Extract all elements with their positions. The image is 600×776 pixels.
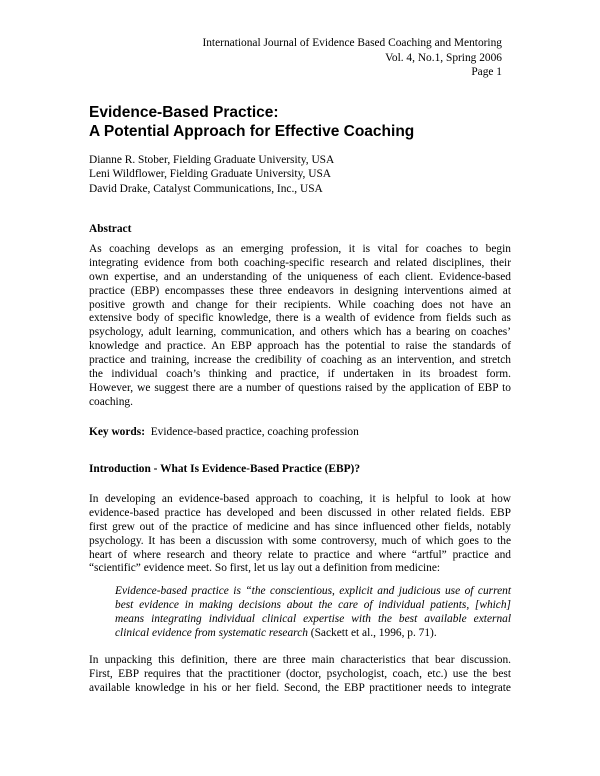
quote-line: best evidence in making decisions about the care of individual patients, [which] bbox=[115, 598, 511, 611]
text-line: In developing an evidence-based approach to coaching, it is helpful to look at how bbox=[89, 493, 511, 505]
text-line: positive growth and change for their recipients. While coaching does not have an bbox=[89, 298, 511, 311]
text-line: extensive body of specific knowledge, there is a wealth of evidence from fields such as bbox=[89, 312, 511, 325]
keywords-value: Evidence-based practice, coaching profession bbox=[150, 426, 359, 438]
quote-line bbox=[115, 627, 511, 641]
block-quote bbox=[115, 585, 511, 641]
text-line: However, we suggest there are a number of questions raised by the application of EBP to bbox=[89, 381, 511, 394]
quote-line: Evidence-based practice is “the conscientious, explicit and judicious use of current bbox=[115, 585, 511, 597]
text-line: own expertise, and an understanding of the uniqueness of each client. Evidence-based bbox=[89, 270, 511, 283]
quote-line: means integrating individual clinical expertise with the best available external bbox=[115, 612, 511, 625]
text-line: the individual coach’s thinking and practice, if undertaken in its broadest form. bbox=[89, 368, 511, 381]
introduction-paragraph-2 bbox=[89, 654, 511, 696]
text-line: evidence-based practice has developed and been discussed in other related fields. EBP bbox=[89, 506, 511, 519]
author: Leni Wildflower, Fielding Graduate University, USA bbox=[89, 168, 332, 181]
text-line: psychology, adult learning, communication, and others which has a bearing on coaches’ bbox=[89, 326, 511, 339]
running-header bbox=[202, 36, 502, 80]
journal-volume: Vol. 4, No.1, Spring 2006 bbox=[385, 51, 502, 64]
text-line: practice (EBP) encompasses these three endeavors in designing interventions aimed at bbox=[89, 284, 511, 297]
paper-title bbox=[89, 103, 414, 141]
text-line: “scientific” evidence meet. So first, let us lay out a definition from medicine: bbox=[89, 562, 441, 575]
author: Dianne R. Stober, Fielding Graduate University, USA bbox=[89, 154, 335, 166]
author: David Drake, Catalyst Communications, Inc., USA bbox=[89, 182, 323, 195]
text-line: first grew out of the practice of medicine and has since influenced other fields, notably bbox=[89, 520, 511, 533]
page-number: Page 1 bbox=[471, 66, 502, 78]
abstract-text bbox=[89, 243, 511, 410]
text-line: coaching. bbox=[89, 395, 133, 408]
journal-name: International Journal of Evidence Based Coaching and Mentoring bbox=[202, 37, 502, 49]
text-line: integrating evidence from both coaching-specific research and related disciplines, their bbox=[89, 256, 511, 269]
text-line: psychology. It has been a discussion with some controversy, much of which goes to the bbox=[89, 534, 511, 547]
text-line: As coaching develops as an emerging profession, it is vital for coaches to begin bbox=[89, 243, 511, 255]
keywords-label: Key words: bbox=[89, 426, 145, 438]
abstract-heading: Abstract bbox=[89, 223, 132, 235]
quote-text: clinical evidence from systematic research bbox=[115, 626, 308, 639]
text-line: practice and training, increase the credibility of coaching as an intervention, and stretch bbox=[89, 354, 511, 367]
author-list bbox=[89, 153, 334, 196]
introduction-paragraph-1 bbox=[89, 493, 511, 576]
keywords bbox=[89, 425, 359, 439]
introduction-heading: Introduction - What Is Evidence-Based Practice (EBP)? bbox=[89, 463, 361, 475]
title-line-2: A Potential Approach for Effective Coaching bbox=[89, 123, 415, 140]
text-line: In unpacking this definition, there are three main characteristics that bear discussion. bbox=[89, 654, 511, 666]
text-line: available knowledge in his or her field. Second, the EBP practitioner needs to integrate bbox=[89, 681, 511, 694]
text-line: heart of where research and theory relate to practice and where “artful” practice and bbox=[89, 548, 511, 561]
text-line: knowledge and practice. An EBP approach has the potential to raise the standards of bbox=[89, 340, 511, 353]
title-line-1: Evidence-Based Practice: bbox=[89, 104, 279, 121]
text-line: First, EBP requires that the practitioner (doctor, psychologist, coach, etc.) use the best bbox=[89, 667, 511, 680]
quote-citation: (Sackett et al., 1996, p. 71). bbox=[307, 626, 437, 639]
